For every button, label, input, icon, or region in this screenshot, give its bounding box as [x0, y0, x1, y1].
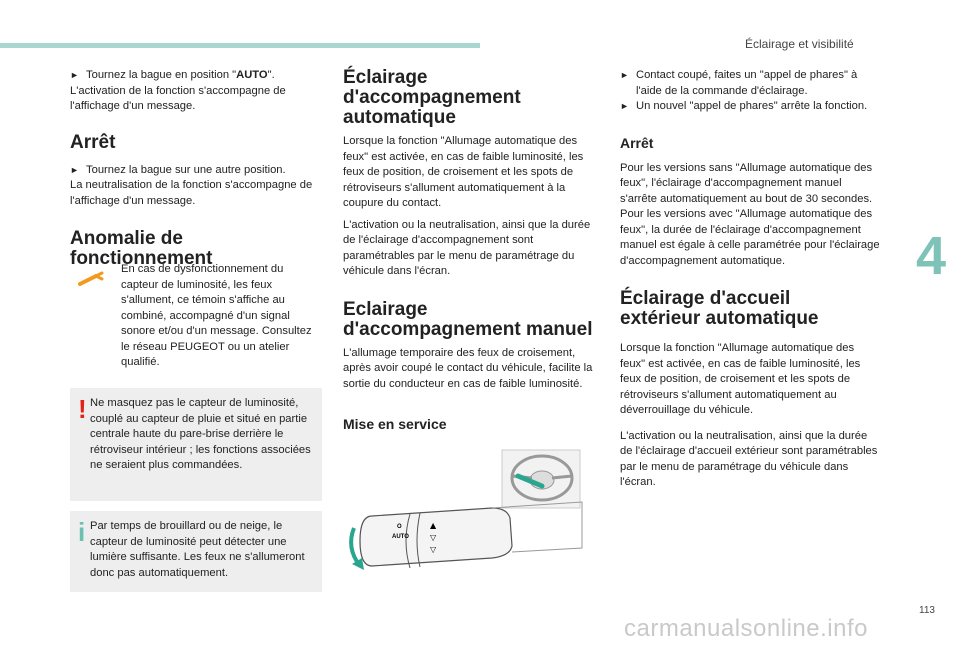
accompagnement-auto-heading: Éclairage d'accompagnement automatique [343, 67, 521, 128]
page-number: 113 [919, 605, 935, 616]
column-middle [343, 68, 605, 432]
mise-en-service-heading: Mise en service [343, 416, 447, 432]
wrench-warning-icon [78, 271, 106, 287]
steering-wheel-icon [502, 450, 580, 508]
bullet-icon: ► [70, 70, 79, 80]
svg-text:▽: ▽ [430, 545, 437, 554]
accueil-settings: L'activation ou la neutralisation, ainsi que la durée de l'éclairage d'accueil extérieur sont paramétrables par le menu de paramétrage du véhicule dans l'écran. [620, 429, 878, 488]
watermark: carmanualsonline.info [624, 615, 868, 642]
arret-bullet: ► Tournez la bague sur une autre position. [70, 163, 322, 179]
accueil-text: Lorsque la fonction "Allumage automatique des feux" est activée, en cas de faible luminosité, les feux de position, de croisement et les spots de rétroviseurs s'allument automatiquement au déverrouillage du véhicule. [620, 342, 861, 416]
stalk-lever [360, 502, 582, 568]
chapter-number: 4 [916, 226, 947, 286]
bullet-icon: ► [620, 70, 629, 80]
accompagnement-auto-text: Lorsque la fonction "Allumage automatique des feux" est activée, en cas de faible luminosité, les feux de position, de croisement et les spots de rétroviseurs s'allument automatiquement à la coupure du contact. [343, 135, 584, 209]
intro-bullet: ► Tournez la bague en position "AUTO". [70, 68, 322, 84]
accompagnement-manuel-heading: Eclairage d'accompagnement manuel [343, 298, 593, 340]
arret-manuel-heading: Arrêt [620, 134, 654, 151]
column-right [620, 68, 880, 491]
column-left [70, 68, 322, 269]
arret-text: La neutralisation de la fonction s'accompagne de l'affichage d'un message. [70, 179, 313, 207]
accompagnement-manuel-text: L'allumage temporaire des feux de croisement, après avoir coupé le contact du véhicule, facilite la sortie du conducteur en cas de faible luminosité. [343, 346, 593, 390]
bullet-icon: ► [620, 101, 629, 111]
header-accent-bar [0, 43, 480, 48]
accueil-heading: Éclairage d'accueil extérieur automatique [620, 288, 819, 329]
accompagnement-auto-settings: L'activation ou la neutralisation, ainsi que la durée de l'éclairage d'accompagnement sont paramétrables par le menu de paramétrage du véhicule dans l'écran. [343, 218, 591, 277]
info-text: Par temps de brouillard ou de neige, le capteur de luminosité peut détecter une lumière suffisante. Les feux ne s'allumeront donc pas automatiquement. [90, 520, 305, 579]
lighting-stalk-illustration [342, 448, 612, 588]
anomalie-heading: Anomalie de fonctionnement [70, 228, 213, 269]
svg-text:▲: ▲ [430, 521, 437, 530]
arret-manuel-text-1: Pour les versions sans "Allumage automatique des feux", l'éclairage d'accompagnement manuel s'arrête automatiquement au bout de 30 secondes. [620, 161, 873, 205]
info-box [70, 511, 322, 592]
warning-box [70, 388, 322, 501]
appel-phares-bullet-2: ► Un nouvel "appel de phares" arrête la fonction. [620, 99, 880, 115]
arret-manuel-text-2: Pour les versions avec "Allumage automatique des feux", la durée de l'éclairage d'accompagnement manuel est égale à celle paramétrée pour l'éclairage d'accompagnement automatique. [620, 208, 880, 267]
info-icon: i [78, 517, 86, 547]
bullet-icon: ► [70, 164, 79, 175]
intro-text: L'activation de la fonction s'accompagne de l'affichage d'un message. [70, 84, 286, 112]
svg-text:AUTO: AUTO [392, 534, 409, 540]
arret-heading: Arrêt [70, 131, 116, 153]
svg-text:▽: ▽ [430, 533, 437, 542]
section-header: Éclairage et visibilité [745, 37, 854, 51]
anomalie-text: En cas de dysfonctionnement du capteur de luminosité, les feux s'allument, ce témoin s'affiche au combiné, accompagné d'un signal sonore et/ou d'un message. Consultez le réseau PEUGEOT ou un atelier qualifié. [121, 263, 312, 368]
exclamation-icon: ! [78, 394, 87, 424]
warning-text: Ne masquez pas le capteur de luminosité, couplé au capteur de pluie et situé en partie centrale haute du pare-brise derrière le rétroviseur intérieur ; les fonctions associées ne seraient plus commandées. [90, 397, 311, 471]
appel-phares-bullet-1: ► Contact coupé, faites un "appel de phares" à l'aide de la commande d'éclairage. [620, 69, 858, 97]
svg-text:O: O [397, 524, 402, 530]
